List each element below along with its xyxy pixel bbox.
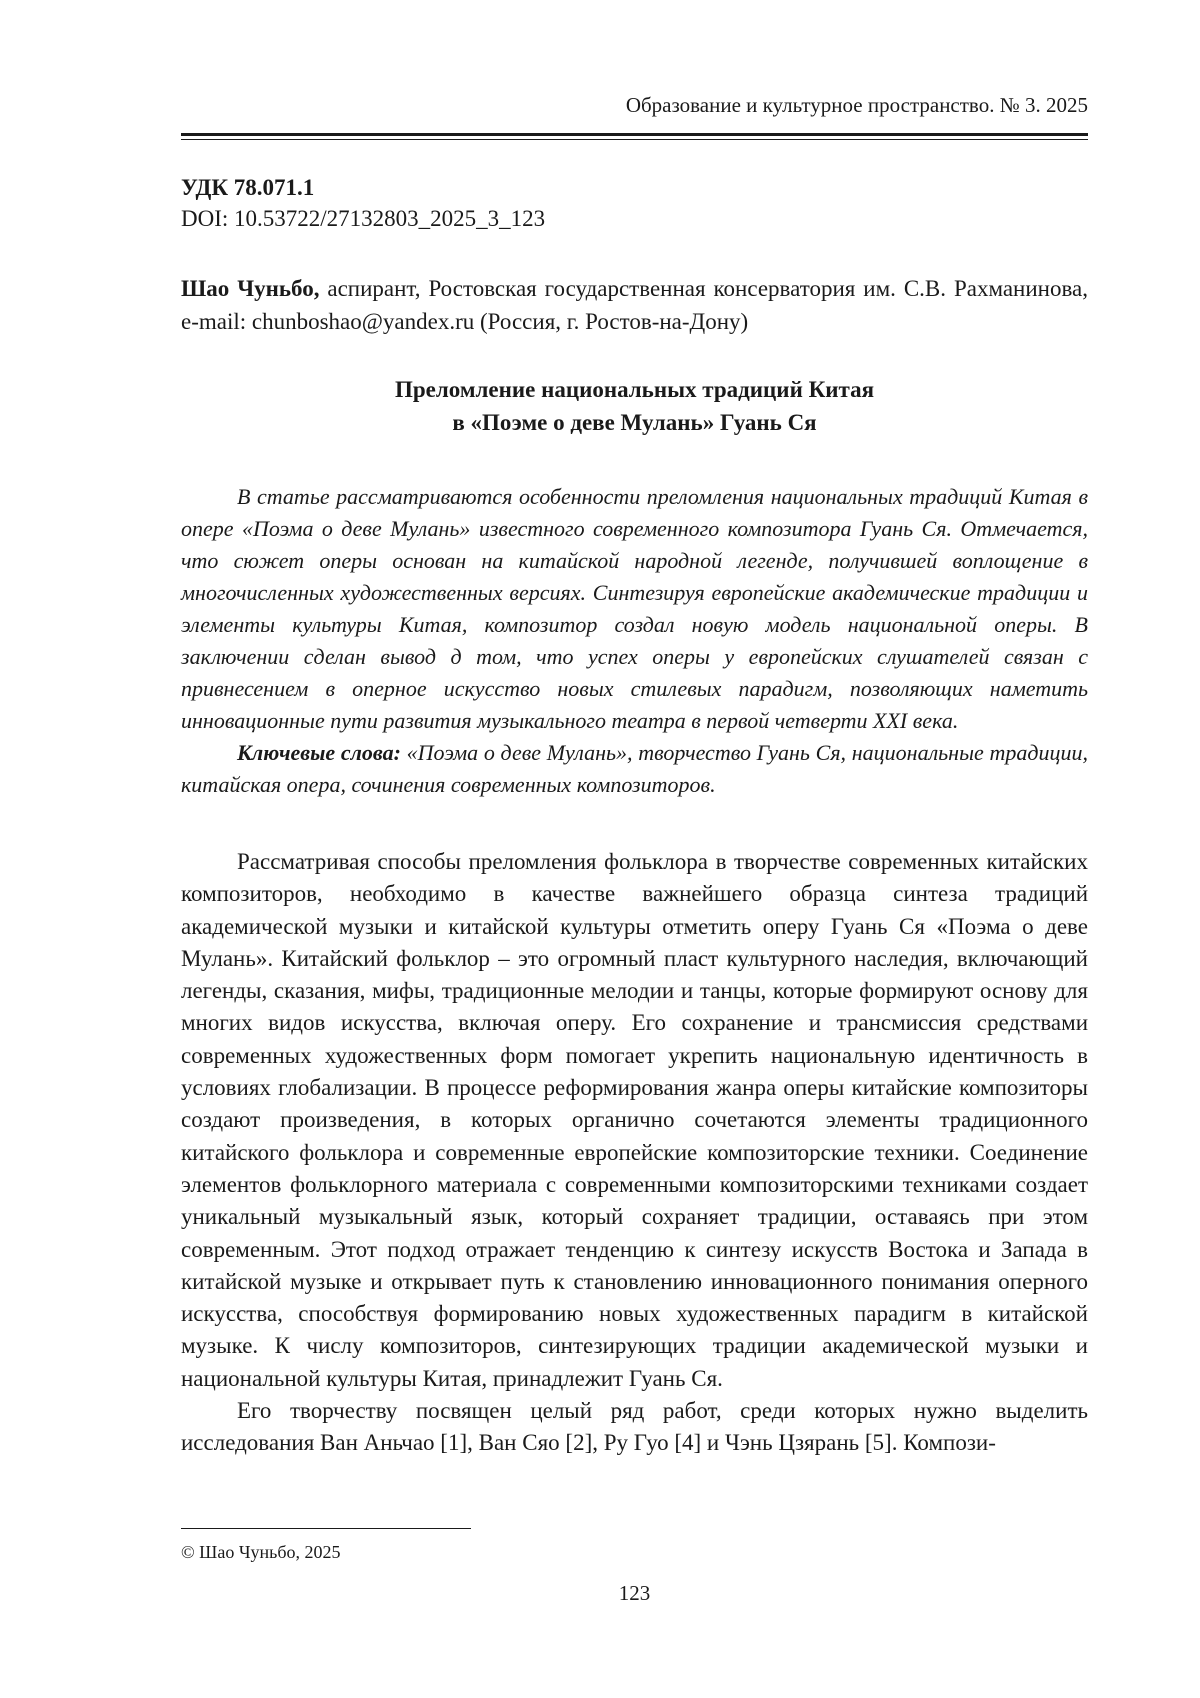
body-paragraph: Рассматривая способы преломления фольклора в творчестве современных китайских композиторов, необходимо в качестве важнейшего образца синтеза традиций академической музыки и китайской культуры отметить оперу Гуань Ся «Поэма о деве Мулань». Китайский фольклор – это огромный пласт культурного наследия, включающий легенды, сказания, мифы, традиционные мелодии и танцы, которые формируют основу для многих видов искусства, включая оперу. Его сохранение и трансмиссия средствами современных художественных форм помогает укрепить национальную идентичность в условиях глобализации. В процессе реформирования жанра оперы китайские композиторы создают произведения, в которых органично сочетаются элементы традиционного китайского фольклора и современные европейские композиторские техники. Соединение элементов фольклорного материала с современными композиторскими техниками создает уникальный музыкальный язык, который сохраняет традиции, оставаясь при этом современным. Этот подход отражает тенденцию к синтезу искусств Востока и Запада в китайской музыке и открывает путь к становлению инновационного понимания оперного искусства, способствуя формированию новых художественных парадигм в китайской музыке. К числу композиторов, синтезирующих традиции академической музыки и национальной культуры Китая, принадлежит Гуань Ся. [181, 849, 1088, 1391]
article-body [181, 846, 1088, 1460]
article-title [181, 373, 1088, 439]
article-title-line-2: в «Поэме о деве Мулань» Гуань Ся [452, 410, 817, 435]
author-block [181, 272, 1088, 338]
article-title-line-1: Преломление национальных традиций Китая [394, 377, 875, 402]
udk-code: УДК 78.071.1 [181, 175, 315, 200]
keywords-label: Ключевые слова: [237, 740, 401, 765]
abstract-text: В статье рассматриваются особенности преломления национальных традиций Китая в опере «Поэма о деве Мулань» известного современного композитора Гуань Ся. Отмечается, что сюжет оперы основан на китайской народной легенде, получившей воплощение в многочисленных художественных версиях. Синтезируя европейские академические традиции и элементы культуры Китая, композитор создал новую модель национальной оперы. В заключении сделан вывод д том, что успех оперы у европейских слушателей связан с привнесением в оперное искусство новых стилевых парадигм, позволяющих наметить инновационные пути развития музыкального театра в первой четверти XXI века. [181, 484, 1088, 733]
body-paragraph: Его творчеству посвящен целый ряд работ, среди которых нужно выделить исследования Ван Аньчао [1], Ван Сяо [2], Ру Гуо [4] и Чэнь Цзярань [5]. Компози- [181, 1398, 1088, 1456]
abstract [181, 481, 1088, 801]
copyright-footnote: © Шао Чуньбо, 2025 [181, 1542, 341, 1562]
page-number: 123 [618, 1581, 651, 1605]
keywords [181, 737, 1088, 801]
header-rule-thick [181, 133, 1088, 136]
footnote-rule [181, 1528, 471, 1529]
doi: DOI: 10.53722/27132803_2025_3_123 [181, 206, 546, 231]
header-rule-thin [181, 139, 1088, 140]
running-header: Образование и культурное пространство. № 3. 2025 [625, 93, 1088, 117]
author-name: Шао Чуньбо, [181, 276, 320, 301]
keywords-list: «Поэма о деве Мулань», творчество Гуань Ся, национальные традиции, китайская опера, сочинения современных композиторов. [181, 740, 1088, 797]
author-details: аспирант, Ростовская государственная консерватория им. С.В. Рахманинова, e-mail: chunboshao@yandex.ru (Россия, г. Ростов-на-Дону) [181, 276, 1088, 334]
